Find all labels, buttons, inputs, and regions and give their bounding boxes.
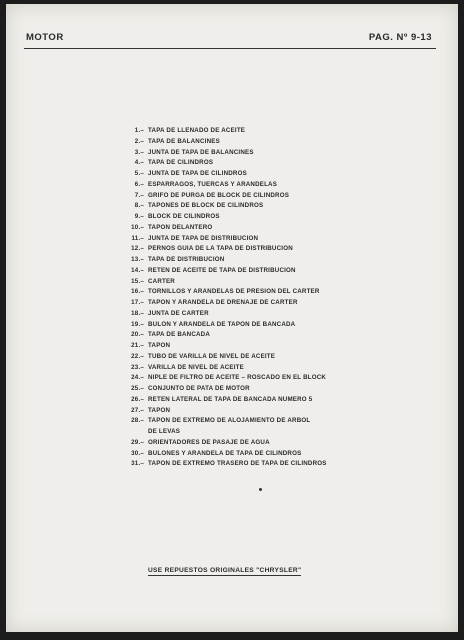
item-number: 6.– <box>134 180 144 188</box>
item-text: TAPA DE LLENADO DE ACEITE <box>148 127 246 134</box>
item-number: 20.– <box>131 331 144 339</box>
list-item <box>116 148 436 159</box>
item-text: TAPON DELANTERO <box>148 223 213 231</box>
list-item <box>116 191 436 202</box>
item-number: 4.– <box>134 159 144 167</box>
list-item <box>116 223 436 234</box>
item-text: ESPARRAGOS, TUERCAS Y ARANDELAS <box>148 180 278 188</box>
list-item <box>116 352 436 363</box>
item-text: TAPA DE DISTRIBUCION <box>148 256 225 263</box>
item-number: 25.– <box>131 385 144 392</box>
list-item <box>116 158 436 169</box>
list-item <box>116 309 436 320</box>
item-number: 5.– <box>134 170 144 177</box>
list-item <box>116 330 436 341</box>
item-text: TAPONES DE BLOCK DE CILINDROS <box>148 202 264 210</box>
list-item <box>116 406 436 417</box>
item-number: 29.– <box>131 438 144 446</box>
item-text: TUBO DE VARILLA DE NIVEL DE ACEITE <box>148 352 276 360</box>
list-item <box>116 255 436 266</box>
item-number: 23.– <box>131 363 144 371</box>
list-item <box>116 373 436 384</box>
item-text: DE LEVAS <box>148 428 181 435</box>
item-text: GRIFO DE PURGA DE BLOCK DE CILINDROS <box>148 191 290 199</box>
list-item <box>116 126 436 137</box>
item-text: TAPON Y ARANDELA DE DRENAJE DE CARTER <box>148 299 298 306</box>
list-item <box>116 137 436 148</box>
item-text: TAPON DE EXTREMO DE ALOJAMIENTO DE ARBOL <box>148 417 311 425</box>
item-number: 27.– <box>131 406 144 414</box>
section-title: MOTOR <box>26 32 64 43</box>
item-text: RETEN DE ACEITE DE TAPA DE DISTRIBUCION <box>148 266 296 274</box>
item-text: JUNTA DE TAPA DE BALANCINES <box>148 148 254 156</box>
item-number: 2.– <box>134 137 144 145</box>
item-number: 30.– <box>131 449 144 457</box>
ink-dot <box>259 488 262 491</box>
list-item <box>116 287 436 298</box>
item-text: TORNILLOS Y ARANDELAS DE PRESION DEL CARTER <box>148 288 320 296</box>
item-number: 15.– <box>131 277 144 285</box>
item-number: 8.– <box>134 202 144 210</box>
list-item <box>116 320 436 331</box>
list-item <box>116 341 436 352</box>
item-text: BULONES Y ARANDELA DE TAPA DE CILINDROS <box>148 449 302 457</box>
list-item <box>116 180 436 191</box>
page-number: PAG. Nº 9-13 <box>368 32 432 43</box>
item-number: 3.– <box>134 148 144 156</box>
item-text: TAPA DE BANCADA <box>148 331 211 339</box>
list-item <box>116 438 436 449</box>
item-number: 21.– <box>131 342 144 349</box>
list-item <box>116 395 436 406</box>
list-item <box>116 169 436 180</box>
footer-note: USE REPUESTOS ORIGINALES "CHRYSLER" <box>148 567 302 574</box>
item-text: JUNTA DE TAPA DE DISTRIBUCION <box>148 234 259 242</box>
item-text: ORIENTADORES DE PASAJE DE AGUA <box>148 438 270 446</box>
item-text: TAPON <box>148 342 171 349</box>
list-item <box>116 459 436 470</box>
item-number: 19.– <box>131 320 144 328</box>
item-number: 14.– <box>131 266 144 274</box>
item-number: 31.– <box>131 460 144 468</box>
item-text: BULON Y ARANDELA DE TAPON DE BANCADA <box>148 320 296 328</box>
list-item <box>116 277 436 288</box>
item-number: 9.– <box>134 213 144 220</box>
list-item <box>116 234 436 245</box>
item-number: 26.– <box>131 395 144 403</box>
item-text: TAPA DE BALANCINES <box>148 137 220 145</box>
item-number: 17.– <box>131 299 144 306</box>
item-text: JUNTA DE TAPA DE CILINDROS <box>148 170 247 177</box>
item-number: 11.– <box>131 234 144 242</box>
item-number: 22.– <box>131 352 144 360</box>
item-text: RETEN LATERAL DE TAPA DE BANCADA NUMERO 5 <box>148 395 313 403</box>
item-text: CARTER <box>148 277 175 285</box>
list-item <box>116 449 436 460</box>
header-divider <box>24 48 436 49</box>
list-item <box>116 363 436 374</box>
list-item <box>116 427 436 438</box>
item-number: 16.– <box>131 288 144 296</box>
item-text: TAPON <box>148 406 171 414</box>
list-item <box>116 384 436 395</box>
item-number: 18.– <box>131 309 144 317</box>
item-text: TAPON DE EXTREMO TRASERO DE TAPA DE CILINDROS <box>148 460 327 468</box>
list-item <box>116 244 436 255</box>
item-text: VARILLA DE NIVEL DE ACEITE <box>148 363 244 371</box>
item-number: 12.– <box>131 245 144 253</box>
item-text: BLOCK DE CILINDROS <box>148 213 220 220</box>
list-item <box>116 201 436 212</box>
item-number: 28.– <box>131 417 144 425</box>
list-item <box>116 298 436 309</box>
item-text: PERNOS GUIA DE LA TAPA DE DISTRIBUCION <box>148 245 293 253</box>
list-item <box>116 266 436 277</box>
item-number: 24.– <box>131 374 144 382</box>
item-number: 7.– <box>134 191 144 199</box>
item-number: 1.– <box>134 127 144 134</box>
list-item <box>116 212 436 223</box>
item-number: 10.– <box>131 223 144 231</box>
list-item <box>116 416 436 427</box>
item-number: 13.– <box>131 256 144 263</box>
item-text: CONJUNTO DE PATA DE MOTOR <box>148 385 250 392</box>
item-text: TAPA DE CILINDROS <box>148 159 214 167</box>
parts-list <box>116 126 436 470</box>
item-text: JUNTA DE CARTER <box>148 309 209 317</box>
item-text: NIPLE DE FILTRO DE ACEITE – ROSCADO EN EL BLOCK <box>148 374 327 382</box>
document-page <box>6 4 458 632</box>
